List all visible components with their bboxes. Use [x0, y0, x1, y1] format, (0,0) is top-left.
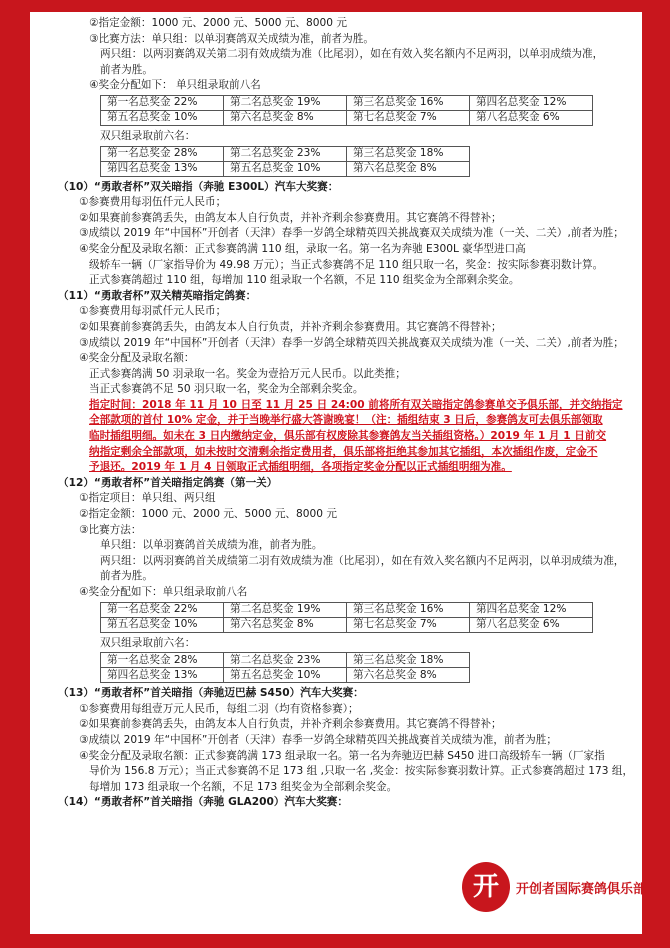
prize-table-single-b [100, 602, 593, 633]
table-cell: 第三名总奖金 18% [347, 146, 470, 161]
text-line: ③比赛方法：单只组：以单羽赛鸽双关成绩为准，前者为胜。 [89, 32, 374, 45]
text-line: 前者为胜。 [100, 570, 153, 583]
text-line: 双只组录取前六名： [100, 129, 196, 142]
section-heading: （11）“勇敢者杯”双关精英暗指定鸽赛： [58, 289, 257, 302]
text-line: ④奖金分配如下：单只组录取前八名 [79, 586, 248, 598]
table-cell: 第三名总奖金 18% [347, 653, 470, 668]
text-line: 正式参赛鸽超过 110 组，每增加 110 组录取一个名额，不足 110 组奖金为全部剩余奖金。 [89, 274, 520, 287]
table-row [101, 653, 470, 668]
table-row [101, 617, 593, 632]
text-line: ①参赛费用每羽伍仟元人民币； [79, 196, 227, 209]
text-line: 单只组：以单羽赛鸽首关成绩为准，前者为胜。 [100, 539, 323, 552]
text-line: ④奖金分配及录取名额：正式参赛鸽满 173 组录取一名。第一名为奔驰迈巴赫 S450 进口高级轿车一辆（厂家指 [79, 749, 605, 762]
table-cell: 第一名总奖金 22% [101, 95, 224, 110]
table-cell: 第八名总奖金 6% [470, 617, 593, 632]
text-line: ④奖金分配及录取名额：正式参赛鸽满 110 组，录取一名。第一名为奔驰 E300L 豪华型进口高 [79, 242, 526, 255]
text-line: 正式参赛鸽满 50 羽录取一名。奖金为壹拾万元人民币。以此类推； [89, 367, 406, 380]
table-row [101, 110, 593, 125]
text-line: 每增加 173 组录取一个名额，不足 173 组奖金为全部剩余奖金。 [89, 780, 398, 793]
notice-line: 指定时间：2018 年 11 月 10 日至 11 月 25 日 24:00 前将所有双关暗指定鸽参赛单交予俱乐部，并交纳指定 [89, 398, 623, 411]
table-cell: 第六名总奖金 8% [224, 617, 347, 632]
table-cell: 第四名总奖金 13% [101, 161, 224, 176]
section-heading: （10）“勇敢者杯”双关暗指（奔驰 E300L）汽车大奖赛： [58, 180, 339, 193]
table-cell: 第二名总奖金 23% [224, 146, 347, 161]
text-line: ③成绩以 2019 年“中国杯”开创者（天津）春季一岁鸽全球精英四关挑战赛双关成绩为准（一关、二关）,前者为胜； [79, 336, 624, 349]
text-line: ①指定项目：单只组、两只组 [79, 492, 216, 505]
table-cell: 第三名总奖金 16% [347, 95, 470, 110]
table-cell: 第二名总奖金 19% [224, 95, 347, 110]
table-row [101, 146, 470, 161]
club-name: 开创者国际赛鸽俱乐部 [516, 882, 647, 897]
table-cell: 第一名总奖金 28% [101, 146, 224, 161]
text-line: ④奖金分配如下： 单只组录取前八名 [89, 79, 261, 92]
table-cell: 第二名总奖金 23% [224, 653, 347, 668]
document-body [58, 16, 638, 811]
section-heading: （13）“勇敢者杯”首关暗指（奔驰迈巴赫 S450）汽车大奖赛： [58, 687, 364, 700]
text-line: 双只组录取前六名： [100, 636, 196, 649]
text-line: 两只组：以两羽赛鸽首关成绩第二羽有效成绩为准（比尾羽），如在有效入奖名额内不足两羽，以单羽成绩为准， [100, 554, 625, 567]
table-cell: 第一名总奖金 28% [101, 653, 224, 668]
seal-icon: 开 [462, 862, 510, 912]
table-row [101, 161, 470, 176]
prize-table-double-a [100, 146, 470, 177]
text-line: ②指定金额：1000 元、2000 元、5000 元、8000 元 [89, 17, 347, 29]
table-cell: 第五名总奖金 10% [224, 161, 347, 176]
text-line: ①参赛费用每羽贰仟元人民币； [79, 305, 227, 318]
text-line: 前者为胜。 [100, 63, 153, 76]
text-line: 两只组：以两羽赛鸽双关第二羽有效成绩为准（比尾羽），如在有效入奖名额内不足两羽，以单羽成绩为准， [100, 48, 604, 61]
table-cell: 第五名总奖金 10% [224, 668, 347, 683]
table-cell: 第一名总奖金 22% [101, 602, 224, 617]
text-line: 当正式参赛鸽不足 50 羽只取一名，奖金为全部剩余奖金。 [89, 383, 364, 396]
table-cell: 第二名总奖金 19% [224, 602, 347, 617]
table-cell: 第六名总奖金 8% [347, 161, 470, 176]
table-row [101, 602, 593, 617]
table-cell: 第四名总奖金 13% [101, 668, 224, 683]
notice-line: 予退还。2019 年 1 月 4 日领取正式插组明细，各项指定奖金分配以正式插组明细为准。 [89, 461, 512, 474]
text-line: ③成绩以 2019 年“中国杯”开创者（天津）春季一岁鸽全球精英四关挑战赛双关成绩为准（一关、二关）,前者为胜； [79, 227, 624, 240]
section-heading: （12）“勇敢者杯”首关暗指定鸽赛（第一关） [58, 476, 278, 489]
table-cell: 第五名总奖金 10% [101, 110, 224, 125]
text-line: 导价为 156.8 万元）；当正式参赛鸽不足 173 组 ,只取一名 ,奖金：按实际参赛羽数计算。正式参赛鸽超过 173 组， [89, 765, 634, 778]
table-cell: 第八名总奖金 6% [470, 110, 593, 125]
table-cell: 第六名总奖金 8% [347, 668, 470, 683]
text-line: ②如果赛前参赛鸽丢失，由鸽友本人自行负责，并补齐剩余参赛费用。其它赛鸽不得替补； [79, 211, 502, 224]
text-line: ②如果赛前参赛鸽丢失，由鸽友本人自行负责，并补齐剩余参赛费用。其它赛鸽不得替补； [79, 718, 502, 731]
table-cell: 第六名总奖金 8% [224, 110, 347, 125]
table-row [101, 95, 593, 110]
notice-line: 全部款项的首付 10% 定金，并于当晚举行盛大答谢晚宴！（注：插组结束 3 日后，参赛鸽友可去俱乐部领取 [89, 414, 603, 427]
notice-line: 纳指定剩余全部款项，如未按时交清剩余指定费用者，俱乐部将拒绝其参加其它插组，本次插组作废，定金不 [89, 445, 598, 458]
table-cell: 第三名总奖金 16% [347, 602, 470, 617]
text-line: ④奖金分配及录取名额： [79, 352, 195, 365]
table-cell: 第四名总奖金 12% [470, 602, 593, 617]
prize-table-single-a [100, 95, 593, 126]
table-row [101, 668, 470, 683]
text-line: ①参赛费用每组壹万元人民币，每组二羽（均有资格参赛）； [79, 702, 359, 715]
table-cell: 第七名总奖金 7% [347, 617, 470, 632]
table-cell: 第五名总奖金 10% [101, 617, 224, 632]
prize-table-double-b [100, 652, 470, 683]
notice-line: 临时插组明细。如未在 3 日内缴纳定金，俱乐部有权废除其参赛鸽友当关插组资格。）2019 年 1 月 1 日前交 [89, 430, 607, 443]
text-line: ③比赛方法： [79, 523, 142, 536]
section-heading: （14）“勇敢者杯”首关暗指（奔驰 GLA200）汽车大奖赛： [58, 796, 348, 809]
text-line: ②如果赛前参赛鸽丢失，由鸽友本人自行负责，并补齐剩余参赛费用。其它赛鸽不得替补； [79, 320, 502, 333]
text-line: 级轿车一辆（厂家指导价为 49.98 万元）；当正式参赛鸽不足 110 组只取一名，奖金：按实际参赛羽数计算。 [89, 258, 604, 271]
table-cell: 第四名总奖金 12% [470, 95, 593, 110]
text-line: ③成绩以 2019 年“中国杯”开创者（天津）春季一岁鸽全球精英四关挑战赛首关成绩为准，前者为胜； [79, 733, 557, 746]
table-cell: 第七名总奖金 7% [347, 110, 470, 125]
text-line: ②指定金额：1000 元、2000 元、5000 元、8000 元 [79, 508, 337, 521]
club-logo [458, 862, 647, 916]
